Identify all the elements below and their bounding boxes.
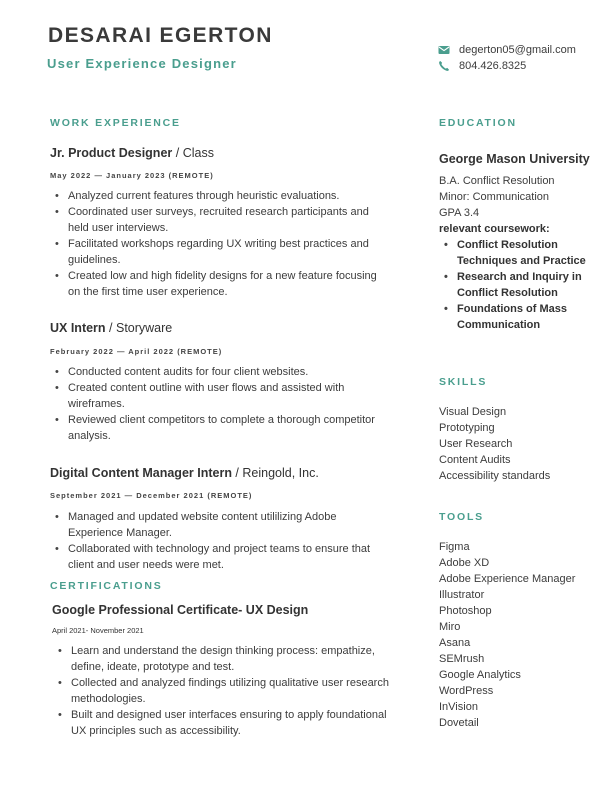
list-item: • Collected and analyzed findings utilizing qualitative user research methodologies. <box>53 675 398 707</box>
list-item: InVision <box>439 701 478 713</box>
job-2-bullets <box>50 364 390 444</box>
list-item: • Created content outline with user flows and assisted with wireframes. <box>50 380 390 412</box>
skills-heading: SKILLS <box>439 376 488 388</box>
list-item: Illustrator <box>439 589 485 601</box>
job-1-company: Class <box>182 146 214 160</box>
job-1-title: Jr. Product Designer / Class <box>50 146 214 160</box>
list-item: WordPress <box>439 685 494 697</box>
education-heading: EDUCATION <box>439 117 517 129</box>
list-item: • Built and designed user interfaces ensuring to apply foundational UX principles such as accessibility. <box>53 707 398 739</box>
list-item: SEMrush <box>439 653 485 665</box>
list-item: Dovetail <box>439 717 479 729</box>
list-item: • Learn and understand the design thinking process: empathize, define, ideate, prototype and test. <box>53 643 398 675</box>
candidate-name: DESARAI EGERTON <box>48 24 273 47</box>
certifications-heading: CERTIFICATIONS <box>50 580 163 592</box>
list-item: Content Audits <box>439 454 511 466</box>
minor: Minor: Communication <box>439 191 550 203</box>
phone-contact[interactable] <box>438 60 526 72</box>
job-3-bullets <box>50 509 390 573</box>
list-item: • Reviewed client competitors to complete a thorough competitor analysis. <box>50 412 390 444</box>
list-item: Photoshop <box>439 605 492 617</box>
certificate-bullets <box>53 643 398 739</box>
job-3-title: Digital Content Manager Intern / Reingold, Inc. <box>50 466 319 480</box>
list-item: • Facilitated workshops regarding UX writing best practices and guidelines. <box>50 236 390 268</box>
skills-list <box>439 404 550 484</box>
job-1-dates: May 2022 — January 2023 (REMOTE) <box>50 171 214 180</box>
list-item: Miro <box>439 621 461 633</box>
list-item: • Foundations of Mass Communication <box>439 301 599 333</box>
list-item: Google Analytics <box>439 669 521 681</box>
degree: B.A. Conflict Resolution <box>439 175 555 187</box>
list-item: • Created low and high fidelity designs for a new feature focusing on the first time user experience. <box>50 268 390 300</box>
list-item: • Research and Inquiry in Conflict Resolution <box>439 269 599 301</box>
list-item: Adobe Experience Manager <box>439 573 576 585</box>
work-experience-heading: WORK EXPERIENCE <box>50 117 181 129</box>
list-item: • Coordinated user surveys, recruited research participants and held user interviews. <box>50 204 390 236</box>
job-2-company: Storyware <box>115 321 173 335</box>
list-item: • Managed and updated website content utililizing Adobe Experience Manager. <box>50 509 390 541</box>
gpa: GPA 3.4 <box>439 207 480 219</box>
job-2-role: UX Intern <box>50 321 106 335</box>
list-item: Adobe XD <box>439 557 490 569</box>
list-item: Prototyping <box>439 422 495 434</box>
list-item: User Research <box>439 438 513 450</box>
mail-icon <box>438 44 450 56</box>
list-item: Asana <box>439 637 471 649</box>
education-details <box>439 173 599 333</box>
tools-list <box>439 539 575 731</box>
school-name: George Mason University <box>439 152 590 166</box>
list-item: Visual Design <box>439 406 507 418</box>
job-3-company: Reingold, Inc. <box>242 466 319 480</box>
job-2-title: UX Intern / Storyware <box>50 321 173 335</box>
list-item: • Conducted content audits for four client websites. <box>50 364 390 380</box>
coursework-list <box>439 237 599 333</box>
job-3-role: Digital Content Manager Intern <box>50 466 232 480</box>
candidate-title: User Experience Designer <box>47 56 237 71</box>
list-item: Accessibility standards <box>439 470 551 482</box>
list-item: • Collaborated with technology and project teams to ensure that client and user needs were met. <box>50 541 390 573</box>
job-3-dates: September 2021 — December 2021 (REMOTE) <box>50 491 253 500</box>
job-1-role: Jr. Product Designer <box>50 146 173 160</box>
certificate-dates: April 2021- November 2021 <box>52 626 144 635</box>
tools-heading: TOOLS <box>439 511 484 523</box>
email-contact[interactable] <box>438 44 576 56</box>
job-2-dates: February 2022 — April 2022 (REMOTE) <box>50 347 223 356</box>
list-item: • Analyzed current features through heuristic evaluations. <box>50 188 390 204</box>
list-item: Figma <box>439 541 470 553</box>
list-item: • Conflict Resolution Techniques and Practice <box>439 237 599 269</box>
email-text[interactable]: degerton05@gmail.com <box>459 44 576 56</box>
certificate-title: Google Professional Certificate- UX Design <box>52 603 309 617</box>
coursework-label: relevant coursework: <box>439 223 550 235</box>
phone-icon <box>438 60 450 72</box>
job-1-bullets <box>50 188 390 300</box>
phone-text[interactable]: 804.426.8325 <box>459 60 527 72</box>
